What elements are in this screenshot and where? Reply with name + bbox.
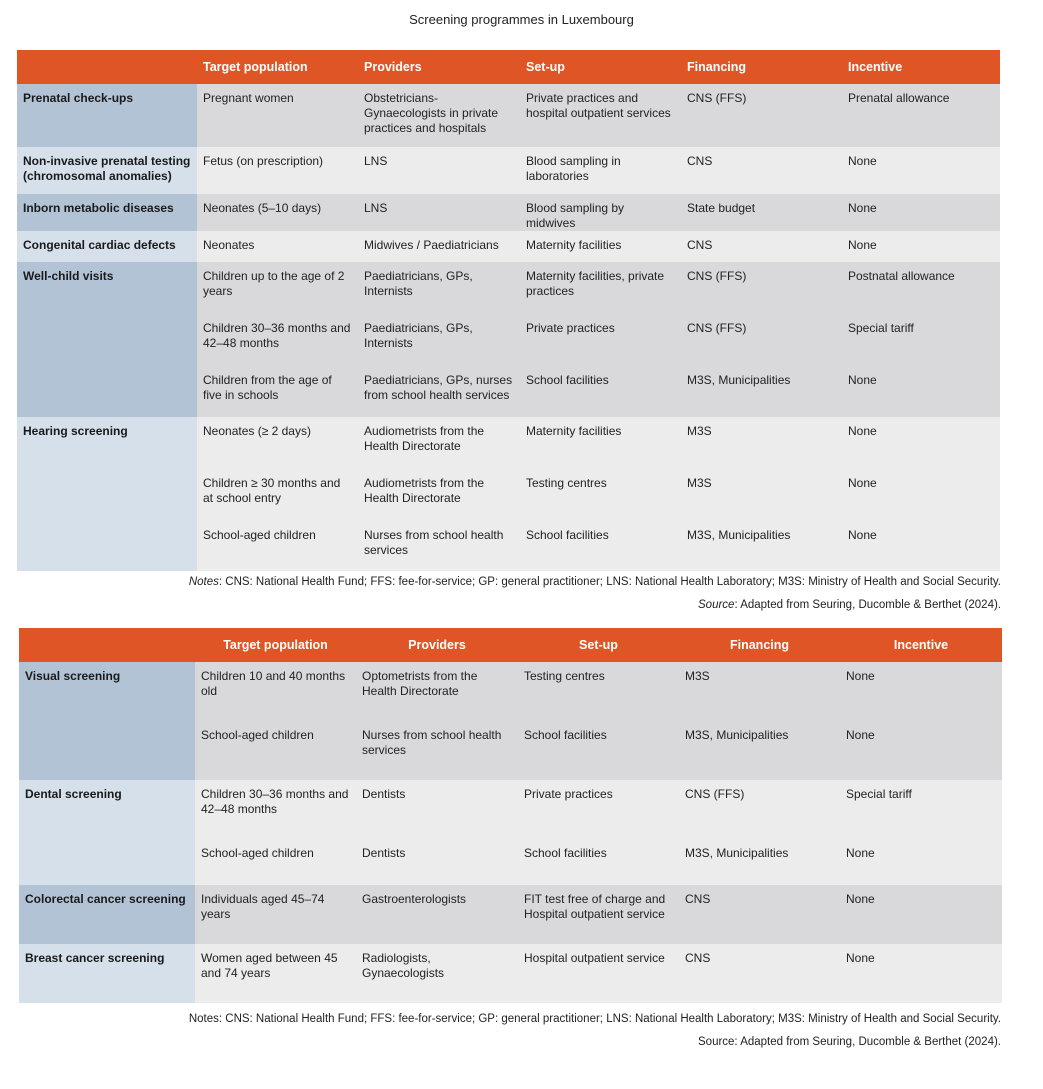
header-set-up: Set-up	[518, 628, 679, 662]
table-row	[17, 231, 1000, 262]
cell-providers: Midwives / Paediatricians	[358, 231, 520, 262]
cell-providers: Dentists	[356, 839, 518, 885]
cell-incentive: Special tariff	[840, 780, 1002, 839]
cell-target-population: Children from the age of five in schools	[197, 366, 358, 417]
notes-label: Notes	[188, 576, 219, 588]
cell-set-up: Private practices	[518, 780, 679, 839]
header-financing: Financing	[679, 628, 840, 662]
cell-providers: Audiometrists from the Health Directorate	[358, 417, 520, 469]
row-category: Non-invasive prenatal testing (chromosomal anomalies)	[17, 147, 197, 194]
table-row	[17, 147, 1000, 194]
header-providers: Providers	[356, 628, 518, 662]
cell-target-population: Children 30–36 months and 42–48 months	[195, 780, 356, 839]
cell-financing: M3S	[681, 469, 842, 521]
cell-incentive: None	[842, 469, 1000, 521]
cell-target-population: Women aged between 45 and 74 years	[195, 944, 356, 1003]
table-row	[17, 84, 1000, 147]
cell-providers: Paediatricians, GPs, Internists	[358, 314, 520, 366]
table-row	[17, 262, 1000, 314]
cell-financing: M3S, Municipalities	[681, 366, 842, 417]
source-text: : Adapted from Seuring, Ducomble & Berthet (2024).	[734, 599, 1001, 611]
row-category: Dental screening	[19, 780, 195, 885]
cell-incentive: None	[842, 417, 1000, 469]
cell-financing: M3S, Municipalities	[679, 721, 840, 780]
table1-source	[698, 599, 1001, 611]
cell-set-up: Private practices and hospital outpatient services	[520, 84, 681, 147]
table-row	[17, 194, 1000, 231]
cell-providers: Paediatricians, GPs, Internists	[358, 262, 520, 314]
header-providers: Providers	[358, 50, 520, 84]
cell-providers: Obstetricians-Gynaecologists in private practices and hospitals	[358, 84, 520, 147]
row-category: Colorectal cancer screening	[19, 885, 195, 944]
table-row	[19, 885, 1002, 944]
cell-providers: Audiometrists from the Health Directorate	[358, 469, 520, 521]
cell-financing: CNS (FFS)	[681, 84, 842, 147]
cell-financing: State budget	[681, 194, 842, 231]
cell-set-up: Maternity facilities	[520, 231, 681, 262]
cell-target-population: Individuals aged 45–74 years	[195, 885, 356, 944]
cell-incentive: None	[840, 721, 1002, 780]
cell-target-population: Pregnant women	[197, 84, 358, 147]
header-category	[19, 628, 195, 662]
cell-financing: M3S	[679, 662, 840, 721]
cell-providers: LNS	[358, 194, 520, 231]
cell-set-up: Blood sampling by midwives	[520, 194, 681, 231]
screening-table-2	[19, 628, 1002, 1003]
table-header-row	[19, 628, 1002, 662]
cell-financing: CNS	[681, 147, 842, 194]
row-category: Inborn metabolic diseases	[17, 194, 197, 231]
cell-providers: Dentists	[356, 780, 518, 839]
table-row	[17, 417, 1000, 469]
cell-financing: CNS	[681, 231, 842, 262]
cell-financing: M3S, Municipalities	[679, 839, 840, 885]
cell-target-population: Children up to the age of 2 years	[197, 262, 358, 314]
cell-target-population: Children 10 and 40 months old	[195, 662, 356, 721]
cell-providers: LNS	[358, 147, 520, 194]
header-category	[17, 50, 197, 84]
page-title: Screening programmes in Luxembourg	[409, 12, 634, 27]
row-category: Well-child visits	[17, 262, 197, 417]
cell-financing: CNS	[679, 885, 840, 944]
cell-incentive: None	[842, 231, 1000, 262]
cell-providers: Paediatricians, GPs, nurses from school health services	[358, 366, 520, 417]
cell-target-population: School-aged children	[195, 721, 356, 780]
cell-target-population: Neonates (≥ 2 days)	[197, 417, 358, 469]
cell-target-population: Fetus (on prescription)	[197, 147, 358, 194]
cell-set-up: FIT test free of charge and Hospital outpatient service	[518, 885, 679, 944]
cell-incentive: None	[842, 521, 1000, 571]
cell-incentive: Prenatal allowance	[842, 84, 1000, 147]
cell-set-up: School facilities	[520, 366, 681, 417]
cell-target-population: Neonates	[197, 231, 358, 262]
row-category: Congenital cardiac defects	[17, 231, 197, 262]
cell-financing: CNS	[679, 944, 840, 1003]
header-target-population: Target population	[195, 628, 356, 662]
table2-source: Source: Adapted from Seuring, Ducomble & Berthet (2024).	[698, 1036, 1001, 1048]
cell-set-up: Maternity facilities	[520, 417, 681, 469]
row-category: Prenatal check-ups	[17, 84, 197, 147]
cell-incentive: None	[840, 662, 1002, 721]
cell-target-population: School-aged children	[195, 839, 356, 885]
table-row	[19, 662, 1002, 721]
cell-incentive: None	[842, 366, 1000, 417]
cell-set-up: School facilities	[518, 839, 679, 885]
header-financing: Financing	[681, 50, 842, 84]
header-incentive: Incentive	[842, 50, 1000, 84]
cell-incentive: None	[842, 147, 1000, 194]
cell-incentive: None	[840, 839, 1002, 885]
cell-providers: Nurses from school health services	[356, 721, 518, 780]
table-header-row	[17, 50, 1000, 84]
cell-set-up: Testing centres	[518, 662, 679, 721]
cell-incentive: Postnatal allowance	[842, 262, 1000, 314]
row-category: Breast cancer screening	[19, 944, 195, 1003]
cell-target-population: School-aged children	[197, 521, 358, 571]
cell-financing: CNS (FFS)	[681, 262, 842, 314]
cell-target-population: Children 30–36 months and 42–48 months	[197, 314, 358, 366]
cell-providers: Optometrists from the Health Directorate	[356, 662, 518, 721]
source-label: Source	[698, 599, 735, 611]
header-set-up: Set-up	[520, 50, 681, 84]
table-row	[19, 944, 1002, 1003]
screening-table-1	[17, 50, 1000, 571]
cell-incentive: Special tariff	[842, 314, 1000, 366]
cell-set-up: Private practices	[520, 314, 681, 366]
cell-providers: Radiologists, Gynaecologists	[356, 944, 518, 1003]
cell-set-up: School facilities	[520, 521, 681, 571]
row-category: Hearing screening	[17, 417, 197, 571]
cell-providers: Gastroenterologists	[356, 885, 518, 944]
cell-incentive: None	[842, 194, 1000, 231]
cell-set-up: Maternity facilities, private practices	[520, 262, 681, 314]
header-target-population: Target population	[197, 50, 358, 84]
table-row	[19, 780, 1002, 839]
cell-set-up: Hospital outpatient service	[518, 944, 679, 1003]
cell-target-population: Children ≥ 30 months and at school entry	[197, 469, 358, 521]
table2-notes: Notes: CNS: National Health Fund; FFS: fee-for-service; GP: general practitioner; LNS: National Health Laboratory; M3S: Ministry of Health and Social Security.	[188, 1013, 1001, 1025]
notes-text: : CNS: National Health Fund; FFS: fee-for-service; GP: general practitioner; LNS: National Health Laboratory; M3S: Ministry of Health and Social Security.	[218, 576, 1001, 588]
cell-financing: CNS (FFS)	[679, 780, 840, 839]
cell-set-up: Blood sampling in laboratories	[520, 147, 681, 194]
cell-incentive: None	[840, 944, 1002, 1003]
row-category: Visual screening	[19, 662, 195, 780]
cell-financing: M3S	[681, 417, 842, 469]
cell-incentive: None	[840, 885, 1002, 944]
cell-target-population: Neonates (5–10 days)	[197, 194, 358, 231]
table1-notes	[189, 576, 1001, 588]
cell-providers: Nurses from school health services	[358, 521, 520, 571]
cell-set-up: School facilities	[518, 721, 679, 780]
cell-financing: M3S, Municipalities	[681, 521, 842, 571]
cell-financing: CNS (FFS)	[681, 314, 842, 366]
header-incentive: Incentive	[840, 628, 1002, 662]
cell-set-up: Testing centres	[520, 469, 681, 521]
